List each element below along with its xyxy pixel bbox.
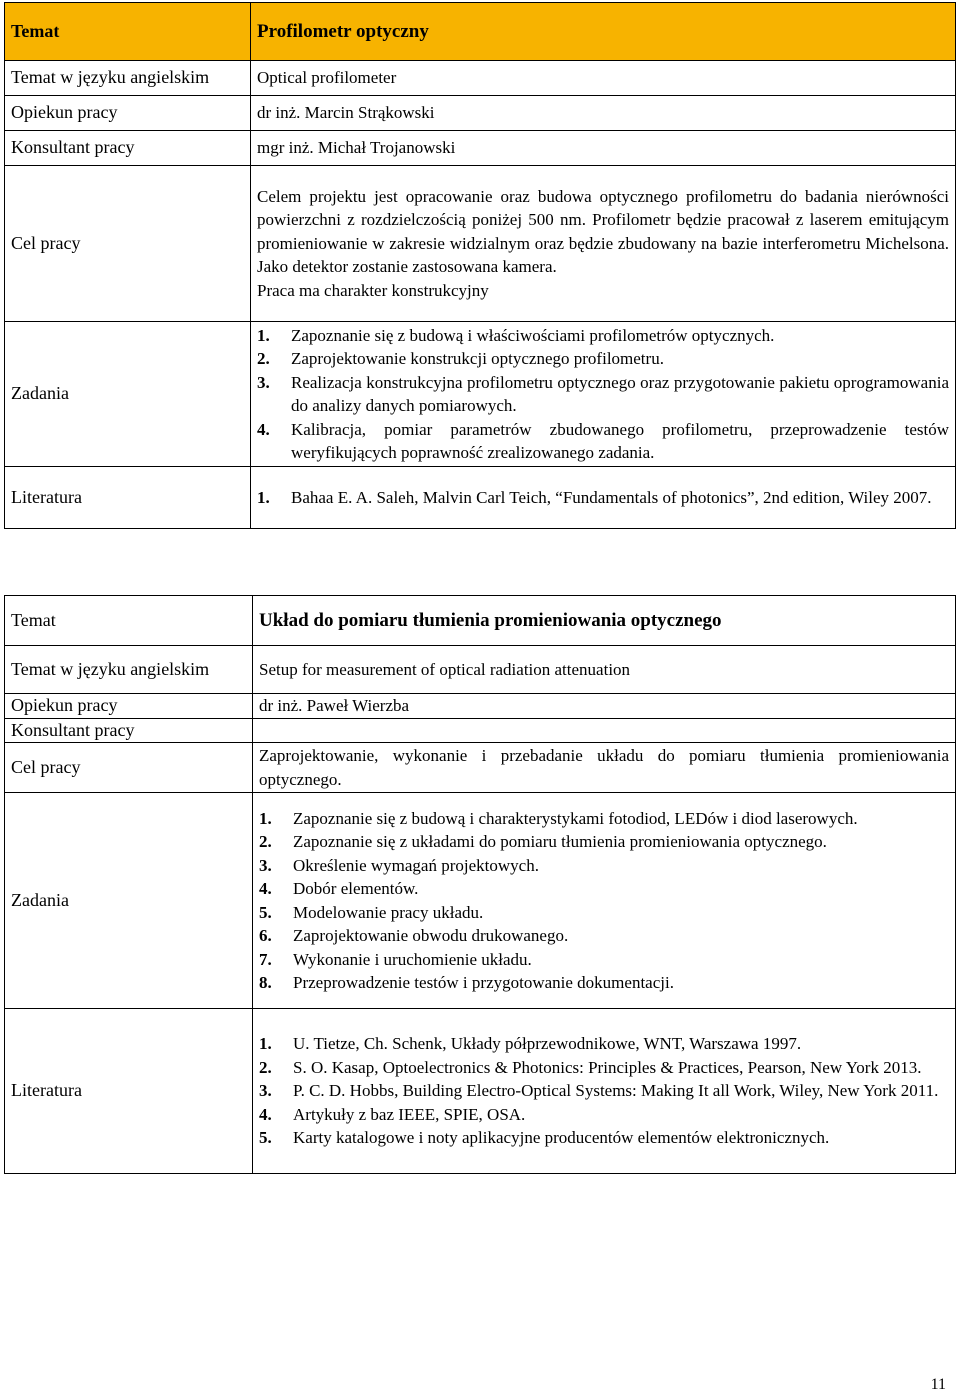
list-item bbox=[259, 924, 949, 948]
list-item-number: 1. bbox=[257, 325, 270, 345]
list-item bbox=[259, 1079, 949, 1103]
list-item-number: 4. bbox=[257, 419, 270, 439]
row-opiekun bbox=[5, 96, 956, 131]
temat-en-label: Temat w języku angielskim bbox=[5, 646, 253, 694]
list-item bbox=[259, 854, 949, 878]
row-cel bbox=[5, 743, 956, 793]
temat-en-value: Setup for measurement of optical radiation attenuation bbox=[253, 646, 956, 694]
temat-en-value: Optical profilometer bbox=[251, 61, 956, 96]
list-item-text: Artykuły z baz IEEE, SPIE, OSA. bbox=[293, 1104, 526, 1124]
list-item bbox=[259, 807, 949, 831]
cel-label: Cel pracy bbox=[5, 743, 253, 793]
row-zadania bbox=[5, 322, 956, 467]
list-item-text: Przeprowadzenie testów i przygotowanie dokumentacji. bbox=[293, 973, 674, 992]
zadania-label: Zadania bbox=[5, 322, 251, 467]
cel-text: Zaprojektowanie, wykonanie i przebadanie układu do pomiaru tłumienia promieniowania optycznego. bbox=[253, 743, 956, 793]
list-item bbox=[259, 948, 949, 972]
temat-label: Temat bbox=[5, 3, 251, 61]
literatura-list bbox=[257, 486, 949, 510]
row-temat-en bbox=[5, 646, 956, 694]
cel-note: Praca ma charakter konstrukcyjny bbox=[257, 280, 489, 300]
thesis-topic-table-2 bbox=[4, 595, 956, 1174]
list-item-text: Dobór elementów. bbox=[293, 879, 419, 898]
opiekun-label: Opiekun pracy bbox=[5, 96, 251, 131]
list-item-number: 3. bbox=[259, 855, 272, 875]
zadania-label: Zadania bbox=[5, 793, 253, 1009]
cel-text: Celem projektu jest opracowanie oraz budowa optycznego profilometru do badania nierówności powierzchni z rozdzielczością poniżej 500 nm. Profilometr będzie pracował z laserem emitującym promieniowanie w zakresie widzialnym oraz będzie zbudowany na bazie interferometru Michelsona. Jako detektor zostanie zastosowana kamera. bbox=[257, 186, 949, 277]
list-item-number: 7. bbox=[259, 949, 272, 969]
temat-label: Temat bbox=[5, 596, 253, 646]
list-item-text: Zapoznanie się z budową i właściwościami profilometrów optycznych. bbox=[291, 325, 775, 345]
row-temat-en bbox=[5, 61, 956, 96]
list-item bbox=[257, 324, 949, 348]
list-item-number: 5. bbox=[259, 902, 272, 922]
temat-en-label: Temat w języku angielskim bbox=[5, 61, 251, 96]
row-temat bbox=[5, 3, 956, 61]
list-item bbox=[257, 347, 949, 371]
list-item-number: 3. bbox=[259, 1081, 272, 1101]
konsultant-value bbox=[253, 718, 956, 743]
list-item bbox=[259, 877, 949, 901]
konsultant-label: Konsultant pracy bbox=[5, 718, 253, 743]
list-item bbox=[257, 371, 949, 418]
list-item bbox=[257, 418, 949, 465]
konsultant-value: mgr inż. Michał Trojanowski bbox=[251, 131, 956, 166]
list-item-text: Bahaa E. A. Saleh, Malvin Carl Teich, “Fundamentals of photonics”, 2nd edition, Wiley 2007. bbox=[291, 487, 932, 507]
list-item bbox=[259, 830, 949, 854]
list-item bbox=[259, 1103, 949, 1127]
list-item-text: Modelowanie pracy układu. bbox=[293, 902, 484, 922]
zadania-list bbox=[257, 324, 949, 465]
list-item-number: 2. bbox=[259, 832, 272, 851]
row-cel bbox=[5, 166, 956, 322]
list-item-text: Karty katalogowe i noty aplikacyjne producentów elementów elektronicznych. bbox=[293, 1128, 830, 1148]
list-item-number: 1. bbox=[259, 1034, 272, 1054]
list-item bbox=[259, 1032, 949, 1056]
list-item-number: 5. bbox=[259, 1128, 272, 1148]
list-item-text: Określenie wymagań projektowych. bbox=[293, 855, 539, 875]
list-item-number: 4. bbox=[259, 879, 272, 898]
list-item-number: 4. bbox=[259, 1104, 272, 1124]
row-temat bbox=[5, 596, 956, 646]
row-konsultant bbox=[5, 131, 956, 166]
list-item-number: 6. bbox=[259, 926, 272, 945]
list-item-text: Zapoznanie się z budową i charakterystykami fotodiod, LEDów i diod laserowych. bbox=[293, 808, 858, 828]
row-literatura bbox=[5, 1009, 956, 1174]
opiekun-value: dr inż. Marcin Strąkowski bbox=[251, 96, 956, 131]
list-item bbox=[257, 486, 949, 510]
list-item bbox=[259, 1126, 949, 1150]
list-item-text: Realizacja konstrukcyjna profilometru optycznego oraz przygotowanie pakietu oprogramowania do analizy danych pomiarowych. bbox=[291, 372, 949, 415]
list-item-text: Zaprojektowanie konstrukcji optycznego profilometru. bbox=[291, 349, 664, 368]
literatura-label: Literatura bbox=[5, 467, 251, 529]
row-opiekun bbox=[5, 694, 956, 719]
list-item-text: S. O. Kasap, Optoelectronics & Photonics: Principles & Practices, Pearson, New York 2013. bbox=[293, 1057, 922, 1077]
list-item bbox=[259, 971, 949, 995]
list-item-number: 1. bbox=[257, 487, 270, 507]
list-item bbox=[259, 1056, 949, 1080]
opiekun-value: dr inż. Paweł Wierzba bbox=[253, 694, 956, 719]
list-item-number: 3. bbox=[257, 372, 270, 392]
cel-label: Cel pracy bbox=[5, 166, 251, 322]
konsultant-label: Konsultant pracy bbox=[5, 131, 251, 166]
list-item-number: 1. bbox=[259, 808, 272, 828]
page-number: 11 bbox=[930, 1376, 946, 1393]
list-item-text: Zapoznanie się z układami do pomiaru tłumienia promieniowania optycznego. bbox=[293, 832, 827, 851]
temat-value: Układ do pomiaru tłumienia promieniowania optycznego bbox=[253, 596, 956, 646]
opiekun-label: Opiekun pracy bbox=[5, 694, 253, 719]
row-literatura bbox=[5, 467, 956, 529]
list-item-text: P. C. D. Hobbs, Building Electro-Optical Systems: Making It all Work, Wiley, New York 2011. bbox=[293, 1081, 939, 1101]
literatura-list bbox=[259, 1032, 949, 1150]
zadania-list bbox=[259, 807, 949, 995]
list-item-text: Zaprojektowanie obwodu drukowanego. bbox=[293, 926, 569, 945]
row-konsultant bbox=[5, 718, 956, 743]
thesis-topic-table-1 bbox=[4, 2, 956, 529]
list-item-text: U. Tietze, Ch. Schenk, Układy półprzewodnikowe, WNT, Warszawa 1997. bbox=[293, 1034, 802, 1054]
literatura-label: Literatura bbox=[5, 1009, 253, 1174]
list-item-text: Wykonanie i uruchomienie układu. bbox=[293, 949, 532, 969]
list-item-number: 8. bbox=[259, 973, 272, 992]
temat-value: Profilometr optyczny bbox=[251, 3, 956, 61]
list-item-text: Kalibracja, pomiar parametrów zbudowanego profilometru, przeprowadzenie testów weryfikujących poprawność zrealizowanego zadania. bbox=[291, 419, 949, 462]
list-item-number: 2. bbox=[259, 1057, 272, 1077]
list-item bbox=[259, 901, 949, 925]
list-item-number: 2. bbox=[257, 349, 270, 368]
row-zadania bbox=[5, 793, 956, 1009]
